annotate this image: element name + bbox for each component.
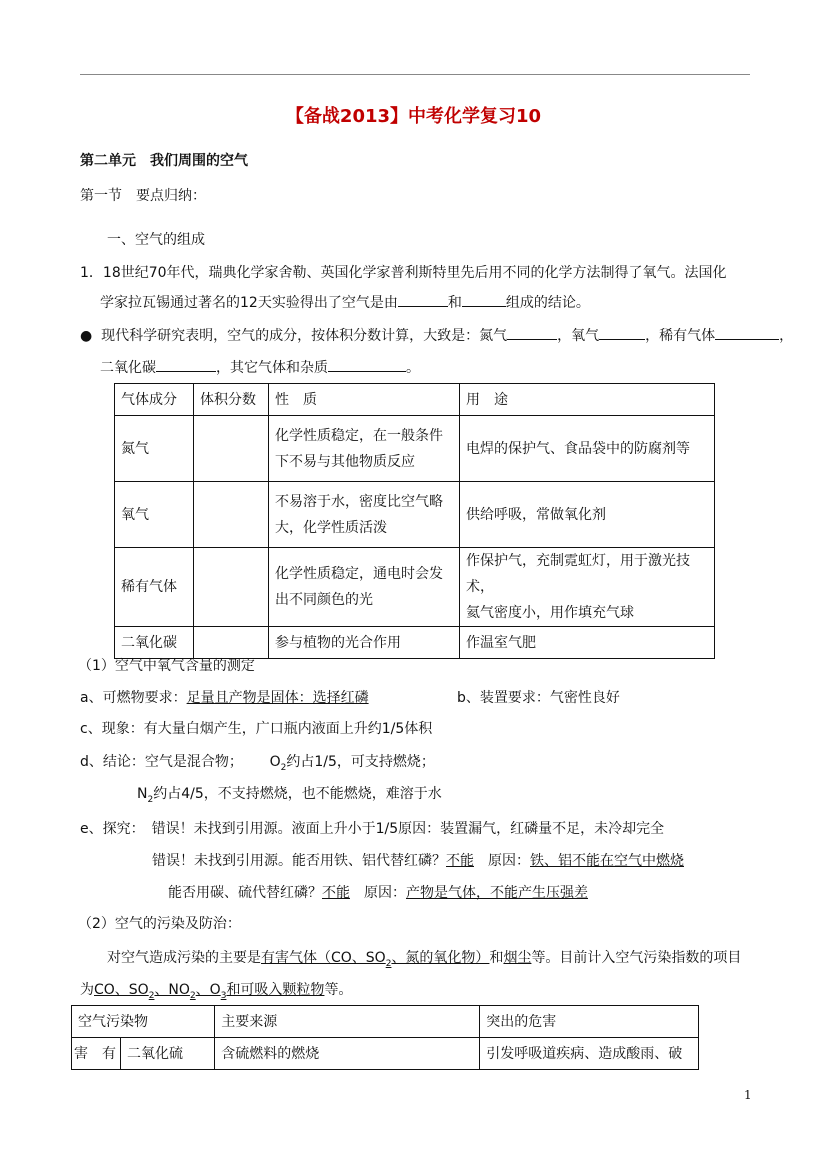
header-property: 性 质 [269, 384, 460, 416]
header-fraction: 体积分数 [194, 384, 269, 416]
bullet-paragraph-line-1: ● 现代科学研究表明，空气的成分，按体积分数计算，大致是：氮气 ，氧气 ，稀有气体 ， [80, 328, 794, 344]
subsection-heading: 一、空气的组成 [107, 232, 205, 248]
explore-line-1: e、探究： 错误！未找到引用源。液面上升小于1/5原因：装置漏气，红磷量不足，未冷却完全 [80, 821, 665, 837]
device-requirement: b、装置要求：气密性良好 [457, 690, 620, 706]
experiment-heading: （1）空气中氧气含量的测定 [78, 658, 255, 674]
unit-heading: 第二单元 我们周围的空气 [80, 153, 248, 169]
header-gas: 气体成分 [115, 384, 194, 416]
pollution-line-1: 对空气造成污染的主要是有害气体（CO、$SO_2$、氮的氧化物）和烟尘等。目前计入空气污染指数的项目 [107, 950, 742, 969]
explore-line-2: 错误！未找到引用源。能否用铁、铝代替红磷？不能 原因：铁、铝不能在空气中燃烧 [152, 853, 684, 869]
table-row: 氧气 不易溶于水，密度比空气略 大，化学性质活泼 供给呼吸，常做氧化剂 [115, 482, 715, 548]
pollution-line-2: 为CO、$SO_2$、$NO_2$、$O_3$和可吸入颗粒物等。 [80, 982, 353, 1001]
table-row: 二氧化碳 参与植物的光合作用 作温室气肥 [115, 627, 715, 659]
header-use: 用 途 [460, 384, 715, 416]
page-title: 【备战2013】中考化学复习10 [285, 106, 542, 127]
header-harm: 突出的危害 [480, 1006, 699, 1038]
header-source: 主要来源 [215, 1006, 480, 1038]
pollution-heading: （2）空气的污染及防治： [78, 916, 241, 932]
table-header-row [115, 384, 715, 416]
phenomenon: c、现象：有大量白烟产生，广口瓶内液面上升约1/5体积 [80, 721, 433, 737]
combustible-requirement: a、可燃物要求：足量且产物是固体：选择红磷 [80, 690, 369, 706]
explore-line-3: 能否用碳、硫代替红磷？不能 原因：产物是气体，不能产生压强差 [168, 885, 588, 901]
header-pollutant: 空气污染物 [72, 1006, 215, 1038]
conclusion-line-1: d、结论：空气是混合物； $O_2$约占1/5，可支持燃烧； [80, 754, 435, 773]
table-header-row [72, 1006, 699, 1038]
pollutant-table [71, 1005, 699, 1070]
header-rule [80, 74, 750, 75]
bullet-paragraph-line-2: 二氧化碳 ，其它气体和杂质 。 [100, 360, 420, 376]
table-row: 害 有 二氧化硫 含硫燃料的燃烧 引发呼吸道疾病、造成酸雨、破 [72, 1038, 699, 1070]
section-heading: 第一节 要点归纳： [80, 188, 206, 204]
bullet-icon: ● [80, 328, 93, 344]
page-number: 1 [744, 1088, 752, 1102]
air-composition-table [114, 383, 715, 659]
table-row: 稀有气体 化学性质稳定，通电时会发 出不同颜色的光 作保护气，充制霓虹灯，用于激光技术， 氦气密度小，用作填充气球 [115, 548, 715, 627]
paragraph-1-line-1: 1．18世纪70年代，瑞典化学家舍勒、英国化学家普利斯特里先后用不同的化学方法制得了氧气。法国化 [80, 265, 727, 281]
table-row: 氮气 化学性质稳定，在一般条件 下不易与其他物质反应 电焊的保护气、食品袋中的防腐剂等 [115, 416, 715, 482]
conclusion-line-2: $N_2$约占4/5，不支持燃烧，也不能燃烧，难溶于水 [137, 786, 442, 805]
paragraph-1-line-2: 学家拉瓦锡通过著名的12天实验得出了空气是由 和 组成的结论。 [100, 295, 590, 311]
